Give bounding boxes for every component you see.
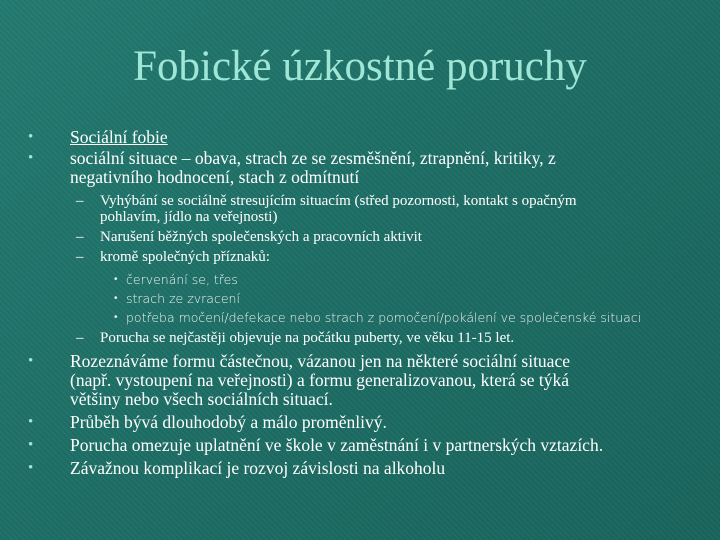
symptom-text: červenání se, třes xyxy=(126,272,238,287)
symptom-vomiting xyxy=(28,292,698,306)
dot-marker: • xyxy=(114,312,118,323)
bullet-marker: • xyxy=(28,353,34,369)
bullet-marker: • xyxy=(28,129,34,145)
bullet-social-phobia xyxy=(28,128,698,147)
slide-content xyxy=(28,128,698,480)
subbullet-text: Narušení běžných společenských a pracovních aktivit xyxy=(100,229,422,245)
bullet-marker: • xyxy=(28,150,34,166)
symptom-blushing xyxy=(28,273,698,287)
bullet-limitations xyxy=(28,436,698,455)
bullet-forms xyxy=(28,352,698,409)
subbullet-text-line: pohlavím, jídlo na veřejnosti) xyxy=(100,209,278,225)
bullet-text-line: negativního hodnocení, stach z odmítnutí xyxy=(70,167,360,187)
dot-marker: • xyxy=(114,293,118,304)
bullet-text-line: Rozeznáváme formu částečnou, vázanou jen na některé sociální situace xyxy=(70,351,570,371)
subbullet-text: Porucha se nejčastěji objevuje na počátku puberty, ve věku 11-15 let. xyxy=(100,330,515,346)
dash-marker: – xyxy=(76,249,84,265)
bullet-text: Průběh bývá dlouhodobý a málo proměnlivý. xyxy=(70,412,387,432)
bullet-complication xyxy=(28,459,698,478)
dash-marker: – xyxy=(76,229,84,245)
bullet-course xyxy=(28,413,698,432)
symptom-urination xyxy=(28,311,698,325)
dot-marker: • xyxy=(114,274,118,285)
symptom-text: potřeba močení/defekace nebo strach z pomočení/pokálení ve společenské situaci xyxy=(126,310,642,325)
subbullet-onset xyxy=(28,330,698,346)
bullet-marker: • xyxy=(28,460,34,476)
slide-title: Fobické úzkostné poruchy xyxy=(133,43,587,90)
bullet-text: Závažnou komplikací je rozvoj závislosti na alkoholu xyxy=(70,458,446,478)
subbullet-disruption xyxy=(28,229,698,245)
bullet-text-line: sociální situace – obava, strach ze se zesměšnění, ztrapnění, kritiky, z xyxy=(70,148,556,168)
bullet-marker: • xyxy=(28,414,34,430)
subbullet-text: kromě společných příznaků: xyxy=(100,249,270,265)
bullet-marker: • xyxy=(28,437,34,453)
bullet-text: Sociální fobie xyxy=(70,127,168,147)
dash-marker: – xyxy=(76,193,84,209)
bullet-text: Porucha omezuje uplatnění ve škole v zaměstnání i v partnerských vztazích. xyxy=(70,435,604,455)
bullet-text-line: (např. vystoupení na veřejnosti) a formu generalizovanou, která se týká xyxy=(70,370,570,390)
subbullet-text-line: Vyhýbání se sociálně stresujícím situacím (střed pozornosti, kontakt s opačným xyxy=(100,193,577,209)
dash-marker: – xyxy=(76,330,84,346)
subbullet-symptoms xyxy=(28,249,698,265)
subbullet-avoidance xyxy=(28,193,698,225)
symptom-text: strach ze zvracení xyxy=(126,291,240,306)
bullet-text-line: většiny nebo všech sociálních situací. xyxy=(70,389,333,409)
bullet-social-situations xyxy=(28,149,698,187)
